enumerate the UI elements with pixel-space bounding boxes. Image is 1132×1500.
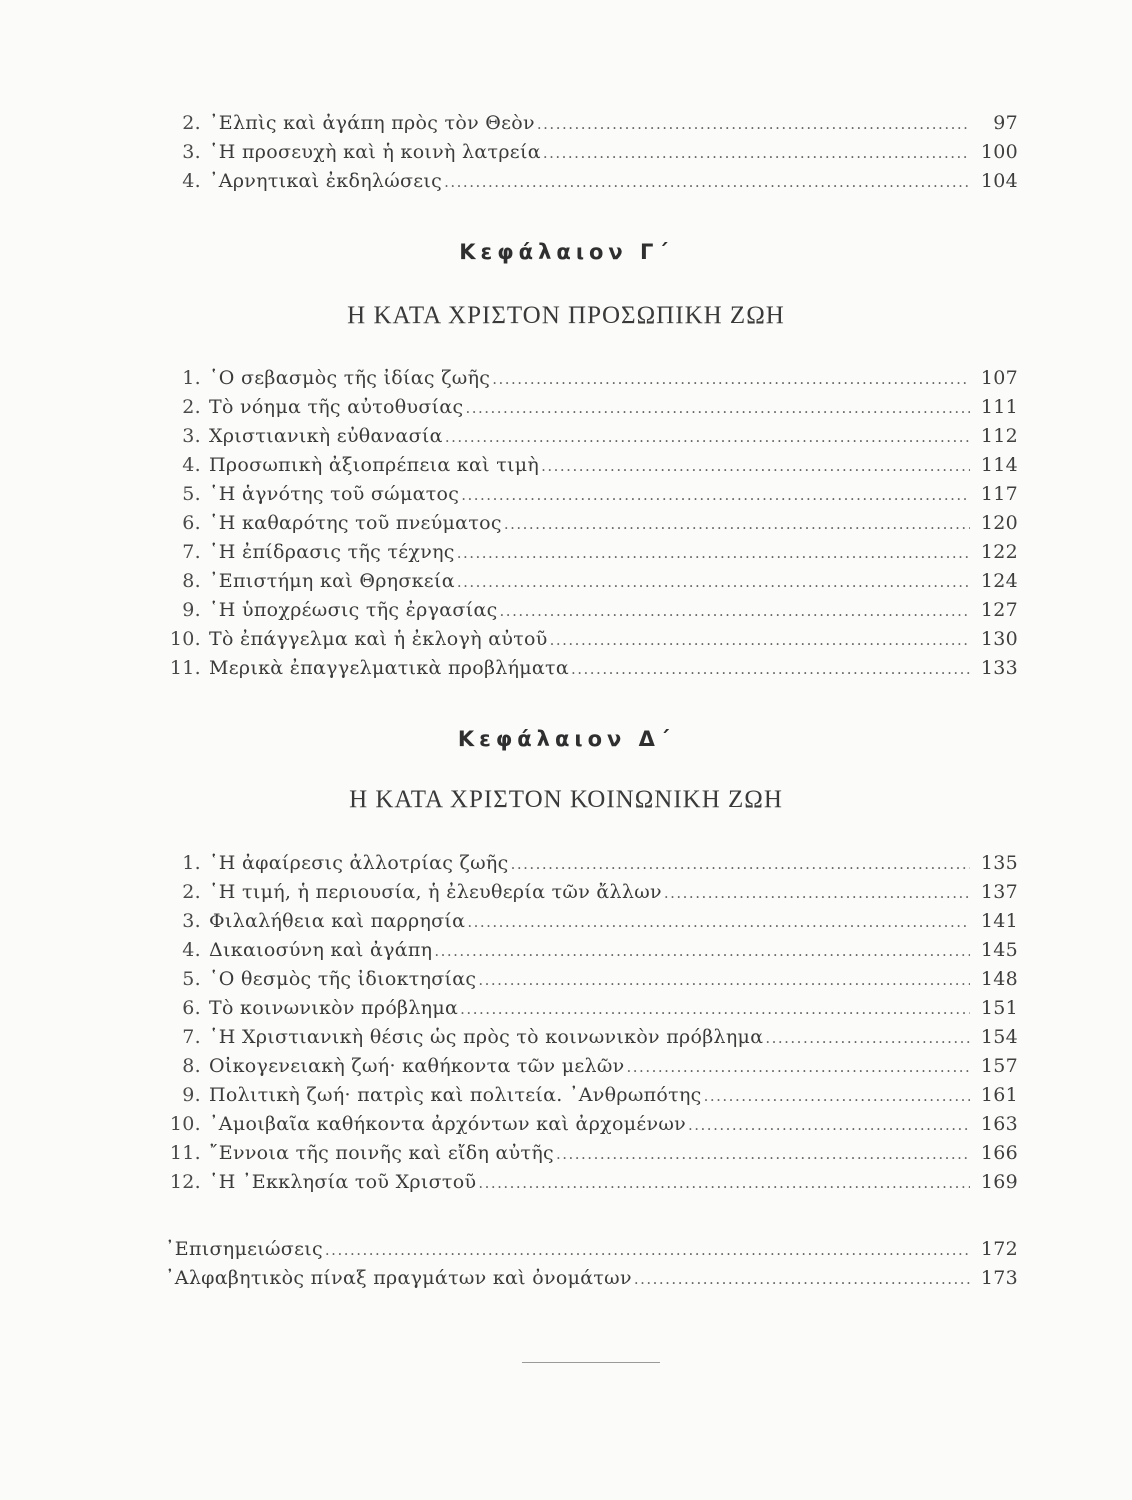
- toc-entry: [165, 1084, 1018, 1113]
- dot-leader: [457, 573, 970, 591]
- entry-number: 12.: [169, 1171, 201, 1193]
- entry-page: 124: [980, 570, 1018, 592]
- dot-leader: [634, 1270, 970, 1288]
- entry-number: 2.: [182, 396, 201, 418]
- toc-entry: [165, 910, 1018, 939]
- entry-number: 4.: [182, 939, 201, 961]
- dot-leader: [325, 1241, 970, 1259]
- dot-leader: [537, 115, 970, 133]
- toc-entry: [165, 628, 1018, 657]
- dot-leader: [543, 144, 970, 162]
- back-matter-list: [165, 1238, 1018, 1296]
- entry-title: ῎Εννοια τῆς ποινῆς καὶ εἴδη αὐτῆς: [209, 1142, 554, 1164]
- entry-title: Φιλαλήθεια καὶ παρρησία: [209, 910, 466, 932]
- entry-number: 10.: [169, 1113, 201, 1135]
- entry-page: 122: [980, 541, 1018, 563]
- entry-page: 169: [980, 1171, 1018, 1193]
- entry-page: 166: [980, 1142, 1018, 1164]
- entry-page: 137: [980, 881, 1018, 903]
- entry-title: Μερικὰ ἐπαγγελματικὰ προβλήματα: [209, 657, 569, 679]
- entry-title: ῾Η καθαρότης τοῦ πνεύματος: [209, 512, 502, 534]
- entry-title: ᾿Αρνητικαὶ ἐκδηλώσεις: [209, 170, 443, 192]
- dot-leader: [541, 457, 970, 475]
- entry-page: 114: [980, 454, 1018, 476]
- entry-page: 161: [980, 1084, 1018, 1106]
- dot-leader: [627, 1058, 970, 1076]
- entry-page: 173: [980, 1267, 1018, 1289]
- entry-title: ῾Η Χριστιανικὴ θέσις ὡς πρὸς τὸ κοινωνικὸν πρόβλημα: [209, 1026, 764, 1048]
- entry-number: 2.: [182, 112, 201, 134]
- entry-page: 163: [980, 1113, 1018, 1135]
- dot-leader: [478, 971, 970, 989]
- entry-number: 9.: [182, 599, 201, 621]
- toc-entry: [165, 657, 1018, 686]
- entry-page: 104: [980, 170, 1018, 192]
- dot-leader: [478, 1174, 970, 1192]
- entry-number: 6.: [182, 997, 201, 1019]
- entry-number: 8.: [182, 1055, 201, 1077]
- entry-title: Δικαιοσύνη καὶ ἀγάπη: [209, 939, 433, 961]
- toc-entry: [165, 112, 1018, 141]
- toc-entry: [165, 425, 1018, 454]
- entry-number: 3.: [182, 141, 201, 163]
- dot-leader: [511, 855, 970, 873]
- entry-page: 151: [980, 997, 1018, 1019]
- entry-title: ᾿Ελπὶς καὶ ἀγάπη πρὸς τὸν Θεὸν: [209, 112, 535, 134]
- toc-entry: [165, 599, 1018, 628]
- dot-leader: [467, 913, 970, 931]
- toc-entry: [165, 141, 1018, 170]
- entry-number: 5.: [182, 968, 201, 990]
- toc-entry: [165, 512, 1018, 541]
- entry-page: 130: [980, 628, 1018, 650]
- entry-title: ᾿Αμοιβαῖα καθήκοντα ἀρχόντων καὶ ἀρχομένων: [209, 1113, 686, 1135]
- toc-entry: [165, 570, 1018, 599]
- entry-number: 11.: [169, 657, 201, 679]
- toc-entry: [165, 881, 1018, 910]
- toc-entry: [165, 1026, 1018, 1055]
- toc-entry: [165, 997, 1018, 1026]
- toc-entry: [165, 1238, 1018, 1267]
- entry-number: 4.: [182, 170, 201, 192]
- entry-page: 154: [980, 1026, 1018, 1048]
- entry-page: 133: [980, 657, 1018, 679]
- entry-title: ῾Ο θεσμὸς τῆς ἰδιοκτησίας: [209, 968, 477, 990]
- dot-leader: [556, 1145, 970, 1163]
- entry-number: 6.: [182, 512, 201, 534]
- entry-title: Τὸ κοινωνικὸν πρόβλημα: [209, 997, 459, 1019]
- entry-page: 148: [980, 968, 1018, 990]
- entry-number: 10.: [169, 628, 201, 650]
- dot-leader: [461, 486, 970, 504]
- entry-title: Τὸ νόημα τῆς αὐτοθυσίας: [209, 396, 464, 418]
- toc-top-list: [165, 112, 1018, 199]
- entry-title: Προσωπικὴ ἀξιοπρέπεια καὶ τιμὴ: [209, 454, 540, 476]
- entry-title: ᾿Επιστήμη καὶ Θρησκεία: [209, 570, 455, 592]
- entry-page: 172: [980, 1238, 1018, 1260]
- entry-page: 97: [993, 112, 1018, 134]
- entry-title: Τὸ ἐπάγγελμα καὶ ἡ ἐκλογὴ αὐτοῦ: [209, 628, 548, 650]
- entry-number: 3.: [182, 910, 201, 932]
- entry-page: 157: [980, 1055, 1018, 1077]
- entry-number: 7.: [182, 1026, 201, 1048]
- toc-entry: [165, 1113, 1018, 1142]
- dot-leader: [465, 399, 970, 417]
- chapter-d-title: Η ΚΑΤΑ ΧΡΙΣΤΟΝ ΚΟΙΝΩΝΙΚΗ ΖΩΗ: [349, 786, 783, 813]
- entry-page: 111: [980, 396, 1018, 418]
- dot-leader: [492, 370, 970, 388]
- entry-title: ῾Η προσευχὴ καὶ ἡ κοινὴ λατρεία: [209, 141, 541, 163]
- toc-entry: [165, 483, 1018, 512]
- entry-page: 135: [980, 852, 1018, 874]
- toc-entry: [165, 852, 1018, 881]
- entry-number: 3.: [182, 425, 201, 447]
- entry-title: ῾Η ὑποχρέωσις τῆς ἐργασίας: [209, 599, 498, 621]
- chapter-g-title: Η ΚΑΤΑ ΧΡΙΣΤΟΝ ΠΡΟΣΩΠΙΚΗ ΖΩΗ: [347, 302, 785, 329]
- entry-number: 1.: [182, 852, 201, 874]
- entry-title: Οἰκογενειακὴ ζωή· καθήκοντα τῶν μελῶν: [209, 1055, 625, 1077]
- entry-page: 100: [980, 141, 1018, 163]
- dot-leader: [444, 173, 970, 191]
- dot-leader: [445, 428, 970, 446]
- entry-number: 8.: [182, 570, 201, 592]
- entry-number: 2.: [182, 881, 201, 903]
- entry-title: ῾Η ἀφαίρεσις ἀλλοτρίας ζωῆς: [209, 852, 509, 874]
- toc-entry: [165, 1267, 1018, 1296]
- dot-leader: [434, 942, 970, 960]
- entry-title: ῾Η ᾿Εκκλησία τοῦ Χριστοῦ: [209, 1171, 477, 1193]
- entry-page: 117: [980, 483, 1018, 505]
- dot-leader: [571, 660, 970, 678]
- entry-page: 127: [980, 599, 1018, 621]
- entry-page: 120: [980, 512, 1018, 534]
- entry-title: ᾿Επισημειώσεις: [165, 1238, 323, 1260]
- entry-title: ῾Η ἁγνότης τοῦ σώματος: [209, 483, 460, 505]
- toc-entry: [165, 1055, 1018, 1084]
- dot-leader: [550, 631, 970, 649]
- entry-title: Πολιτικὴ ζωή· πατρὶς καὶ πολιτεία. ᾿Ανθρωπότης: [209, 1084, 702, 1106]
- toc-entry: [165, 367, 1018, 396]
- entry-number: 5.: [182, 483, 201, 505]
- dot-leader: [688, 1116, 970, 1134]
- chapter-g-label: Κεφάλαιον Γ΄: [459, 240, 673, 264]
- dot-leader: [460, 1000, 970, 1018]
- dot-leader: [500, 602, 970, 620]
- toc-entry: [165, 541, 1018, 570]
- entry-title: ῾Η τιμή, ἡ περιουσία, ἡ ἐλευθερία τῶν ἄλλων: [209, 881, 662, 903]
- dot-leader: [504, 515, 970, 533]
- chapter-d-label: Κεφάλαιον Δ΄: [457, 727, 675, 751]
- footer-rule: [522, 1362, 660, 1363]
- toc-entry: [165, 396, 1018, 425]
- entry-number: 11.: [169, 1142, 201, 1164]
- chapter-d-list: [165, 852, 1018, 1200]
- toc-entry: [165, 939, 1018, 968]
- toc-entry: [165, 454, 1018, 483]
- entry-title: Χριστιανικὴ εὐθανασία: [209, 425, 443, 447]
- entry-number: 7.: [182, 541, 201, 563]
- entry-page: 112: [980, 425, 1018, 447]
- entry-title: ῾Ο σεβασμὸς τῆς ἰδίας ζωῆς: [209, 367, 491, 389]
- dot-leader: [704, 1087, 970, 1105]
- dot-leader: [664, 884, 970, 902]
- toc-entry: [165, 1142, 1018, 1171]
- entry-page: 107: [980, 367, 1018, 389]
- entry-page: 141: [980, 910, 1018, 932]
- dot-leader: [457, 544, 970, 562]
- entry-number: 9.: [182, 1084, 201, 1106]
- entry-number: 1.: [182, 367, 201, 389]
- entry-number: 4.: [182, 454, 201, 476]
- entry-title: ῾Η ἐπίδρασις τῆς τέχνης: [209, 541, 455, 563]
- entry-page: 145: [980, 939, 1018, 961]
- toc-entry: [165, 170, 1018, 199]
- toc-entry: [165, 1171, 1018, 1200]
- entry-title: ᾿Αλφαβητικὸς πίναξ πραγμάτων καὶ ὀνομάτων: [165, 1267, 632, 1289]
- chapter-g-list: [165, 367, 1018, 686]
- toc-entry: [165, 968, 1018, 997]
- dot-leader: [765, 1029, 970, 1047]
